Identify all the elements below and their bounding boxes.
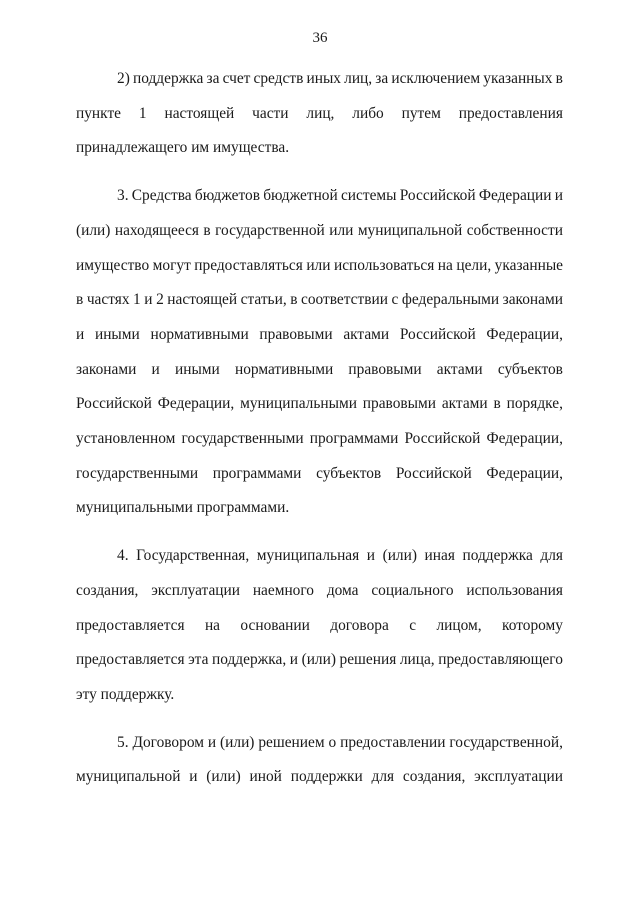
paragraph-2	[76, 179, 563, 526]
paragraph-line: 2) поддержка за счет средств иных лиц, за исключением указанных в	[117, 70, 563, 87]
paragraph-line: муниципальной и (или) иной поддержки для создания, эксплуатации	[76, 768, 563, 786]
paragraph-line: законами и иными нормативными правовыми актами субъектов	[76, 360, 563, 378]
paragraph-line: Российской Федерации, муниципальными правовыми актами в порядке,	[76, 395, 563, 413]
paragraph-line: создания, эксплуатации наемного дома социального использования	[76, 581, 563, 599]
page-number: 36	[312, 30, 328, 46]
paragraph-line: 5. Договором и (или) решением о предоставлении государственной,	[117, 733, 563, 751]
paragraph-line: муниципальными программами.	[76, 499, 290, 517]
paragraph-line: установленном государственными программами Российской Федерации,	[76, 430, 563, 448]
paragraph-3	[76, 539, 563, 713]
paragraph-1	[76, 62, 563, 166]
paragraph-line: и иными нормативными правовыми актами Российской Федерации,	[76, 325, 563, 343]
paragraph-line: пункте 1 настоящей части лиц, либо путем предоставления	[76, 104, 563, 122]
paragraph-line: эту поддержку.	[76, 685, 175, 703]
paragraph-line: (или) находящееся в государственной или муниципальной собственности	[76, 221, 563, 239]
paragraph-4	[76, 726, 563, 795]
paragraph-line: в частях 1 и 2 настоящей статьи, в соответствии с федеральными законами	[76, 291, 563, 309]
paragraph-line: 4. Государственная, муниципальная и (или) иная поддержка для	[117, 547, 563, 565]
paragraph-line: принадлежащего им имущества.	[76, 139, 290, 157]
document-body	[76, 62, 563, 808]
paragraph-line: государственными программами субъектов Российской Федерации,	[76, 464, 563, 482]
paragraph-line: имущество могут предоставляться или использоваться на цели, указанные	[76, 256, 563, 274]
paragraph-line: 3. Средства бюджетов бюджетной системы Российской Федерации и	[117, 187, 563, 205]
paragraph-line: предоставляется на основании договора с лицом, которому	[76, 616, 563, 634]
paragraph-line: предоставляется эта поддержка, и (или) решения лица, предоставляющего	[76, 651, 563, 669]
